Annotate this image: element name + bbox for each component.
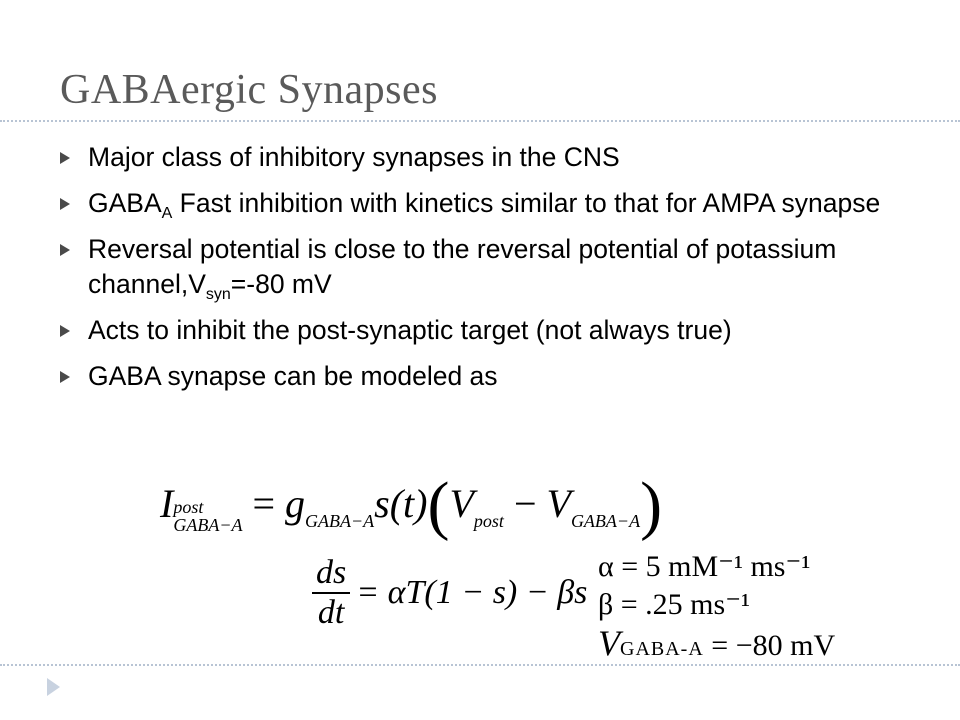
fraction-numerator: ds (312, 554, 350, 594)
footer-divider (0, 664, 960, 666)
bullet-subscript: syn (205, 286, 231, 303)
kinetics-rhs: = αT(1 − s) − βs (356, 574, 588, 611)
kinetics-equation (312, 554, 587, 632)
eq-minus: − (513, 481, 537, 526)
bullet-triangle-icon (60, 325, 70, 337)
vgaba-param (598, 624, 835, 668)
bullet-text-suffix: =-80 mV (230, 269, 332, 299)
vgaba-subscript: GABA-A (620, 638, 704, 660)
bullet-text-prefix: GABA (88, 188, 162, 218)
alpha-param: α = 5 mM⁻¹ ms⁻¹ (598, 550, 811, 583)
eq-voltage-post-symbol: V (449, 481, 474, 526)
bullet-text: GABA synapse can be modeled as (88, 361, 498, 391)
fraction-denominator: dt (317, 594, 345, 631)
next-slide-arrow-icon[interactable] (47, 678, 60, 696)
vgaba-value: = −80 mV (703, 629, 836, 662)
bullet-item (60, 140, 920, 175)
eq-voltage-rev-subscript: GABA−A (570, 511, 641, 531)
bullet-item (60, 186, 920, 221)
eq-conductance-subscript: GABA−A (305, 511, 375, 531)
eq-voltage-rev-symbol: V (546, 481, 571, 526)
bullet-subscript: A (161, 205, 173, 222)
bullet-list (60, 140, 920, 405)
eq-right-paren: ) (640, 469, 663, 542)
bullet-triangle-icon (60, 244, 70, 256)
bullet-text: Acts to inhibit the post-synaptic target (not always true) (88, 315, 732, 345)
bullet-text: Fast inhibition with kinetics similar to that for AMPA synapse (172, 188, 881, 218)
vgaba-symbol: V (598, 623, 620, 663)
current-equation (160, 468, 662, 544)
eq-gating-variable: s(t) (374, 481, 428, 526)
eq-equals: = (252, 481, 276, 526)
bullet-item (60, 313, 920, 348)
eq-current-subscript: GABA−A (173, 515, 243, 535)
bullet-text: Major class of inhibitory synapses in the CNS (88, 142, 620, 172)
bullet-triangle-icon (60, 152, 70, 164)
parameter-block (598, 548, 835, 668)
derivative-fraction (312, 554, 350, 632)
eq-current-supsub (173, 498, 242, 534)
bullet-triangle-icon (60, 198, 70, 210)
bullet-triangle-icon (60, 371, 70, 383)
beta-param: β = .25 ms⁻¹ (598, 588, 751, 621)
bullet-item (60, 359, 920, 394)
eq-left-paren: ( (427, 469, 450, 542)
eq-current-superscript: post (173, 497, 204, 517)
eq-voltage-post-subscript: post (473, 511, 504, 531)
title-divider (0, 120, 960, 122)
slide-title: GABAergic Synapses (60, 67, 439, 113)
bullet-item (60, 232, 920, 302)
bullet-text: Reversal potential is close to the reversal potential of potassium channel,V (88, 234, 837, 299)
eq-current-symbol: I (160, 481, 174, 526)
eq-conductance-symbol: g (285, 481, 306, 526)
